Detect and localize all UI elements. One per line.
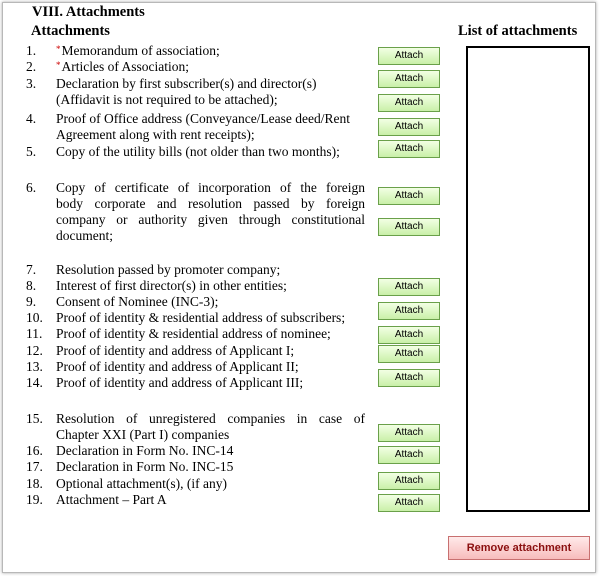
attach-button-certificate-2[interactable]: Attach xyxy=(378,218,440,236)
item-label: Resolution passed by promoter company; xyxy=(56,262,281,277)
item-label: Declaration in Form No. INC-15 xyxy=(56,459,234,474)
item-number: 16. xyxy=(26,443,43,458)
item-number: 5. xyxy=(26,144,37,159)
list-of-attachments-header: List of attachments xyxy=(458,23,578,39)
item-label-line: Resolution of unregistered companies in case of xyxy=(56,411,365,426)
item-label: Proof of identity and address of Applicant I; xyxy=(56,343,295,358)
item-label: Attachment – Part A xyxy=(56,492,167,507)
item-number: 19. xyxy=(26,492,43,507)
attach-button-memorandum[interactable]: Attach xyxy=(378,47,440,65)
item-label: Proof of identity and address of Applicant II; xyxy=(56,359,299,374)
attachments-list-box[interactable] xyxy=(466,46,590,512)
item-label-continued: Agreement along with rent receipts); xyxy=(56,127,255,142)
item-label-line: body corporate and resolution passed by foreign xyxy=(56,196,365,211)
item-number: 17. xyxy=(26,459,43,474)
item-label-continued: (Affidavit is not required to be attached); xyxy=(56,92,278,107)
item-label: Declaration in Form No. INC-14 xyxy=(56,443,234,458)
attach-button-office-address[interactable]: Attach xyxy=(378,118,440,136)
item-number: 7. xyxy=(26,262,37,277)
attach-button-part-a[interactable]: Attach xyxy=(378,494,440,512)
item-label: Proof of identity & residential address of subscribers; xyxy=(56,310,346,325)
item-label-justified xyxy=(56,411,365,443)
item-label: Copy of the utility bills (not older than two months); xyxy=(56,144,340,159)
attach-button-declaration[interactable]: Attach xyxy=(378,94,440,112)
item-label: *Articles of Association; xyxy=(56,59,189,74)
item-number: 2. xyxy=(26,59,37,74)
item-label: Proof of Office address (Conveyance/Lease deed/Rent xyxy=(56,111,351,126)
attach-button-utility-bills[interactable]: Attach xyxy=(378,140,440,158)
mandatory-asterisk-icon: * xyxy=(56,60,61,70)
attach-button-articles[interactable]: Attach xyxy=(378,70,440,88)
item-label-line: Copy of certificate of incorporation of the foreign xyxy=(56,180,365,195)
item-number: 10. xyxy=(26,310,43,325)
item-label-line: Chapter XXI (Part I) companies xyxy=(56,427,230,442)
attach-button-certificate-1[interactable]: Attach xyxy=(378,187,440,205)
item-number: 6. xyxy=(26,180,37,195)
item-label: *Memorandum of association; xyxy=(56,43,220,58)
item-label: Optional attachment(s), (if any) xyxy=(56,476,227,491)
attach-button-inc-14[interactable]: Attach xyxy=(378,446,440,464)
item-number: 9. xyxy=(26,294,37,309)
item-number: 8. xyxy=(26,278,37,293)
attach-button-subscriber-identity[interactable]: Attach xyxy=(378,326,440,344)
attach-button-optional[interactable]: Attach xyxy=(378,472,440,490)
remove-attachment-button[interactable]: Remove attachment xyxy=(448,536,590,560)
item-label-line: company or authority given through constitutional xyxy=(56,212,365,227)
item-number: 4. xyxy=(26,111,37,126)
item-number: 12. xyxy=(26,343,43,358)
attach-button-director-interest[interactable]: Attach xyxy=(378,278,440,296)
item-number: 13. xyxy=(26,359,43,374)
item-label-line: document; xyxy=(56,228,113,243)
item-number: 1. xyxy=(26,43,37,58)
attachments-header: Attachments xyxy=(31,23,110,39)
item-number: 18. xyxy=(26,476,43,491)
attach-button-resolution[interactable]: Attach xyxy=(378,424,440,442)
attach-button-applicant-identity[interactable]: Attach xyxy=(378,369,440,387)
item-label: Consent of Nominee (INC-3); xyxy=(56,294,219,309)
item-label: Proof of identity and address of Applicant III; xyxy=(56,375,304,390)
attach-button-nominee-identity[interactable]: Attach xyxy=(378,345,440,363)
item-number: 14. xyxy=(26,375,43,390)
item-number: 3. xyxy=(26,76,37,91)
item-number: 15. xyxy=(26,411,43,426)
mandatory-asterisk-icon: * xyxy=(56,44,61,54)
item-label: Interest of first director(s) in other entities; xyxy=(56,278,287,293)
item-number: 11. xyxy=(26,326,43,341)
attach-button-nominee-consent[interactable]: Attach xyxy=(378,302,440,320)
section-title: VIII. Attachments xyxy=(32,4,145,20)
item-label-justified xyxy=(56,180,365,244)
item-label: Declaration by first subscriber(s) and director(s) xyxy=(56,76,317,91)
item-label: Proof of identity & residential address of nominee; xyxy=(56,326,331,341)
